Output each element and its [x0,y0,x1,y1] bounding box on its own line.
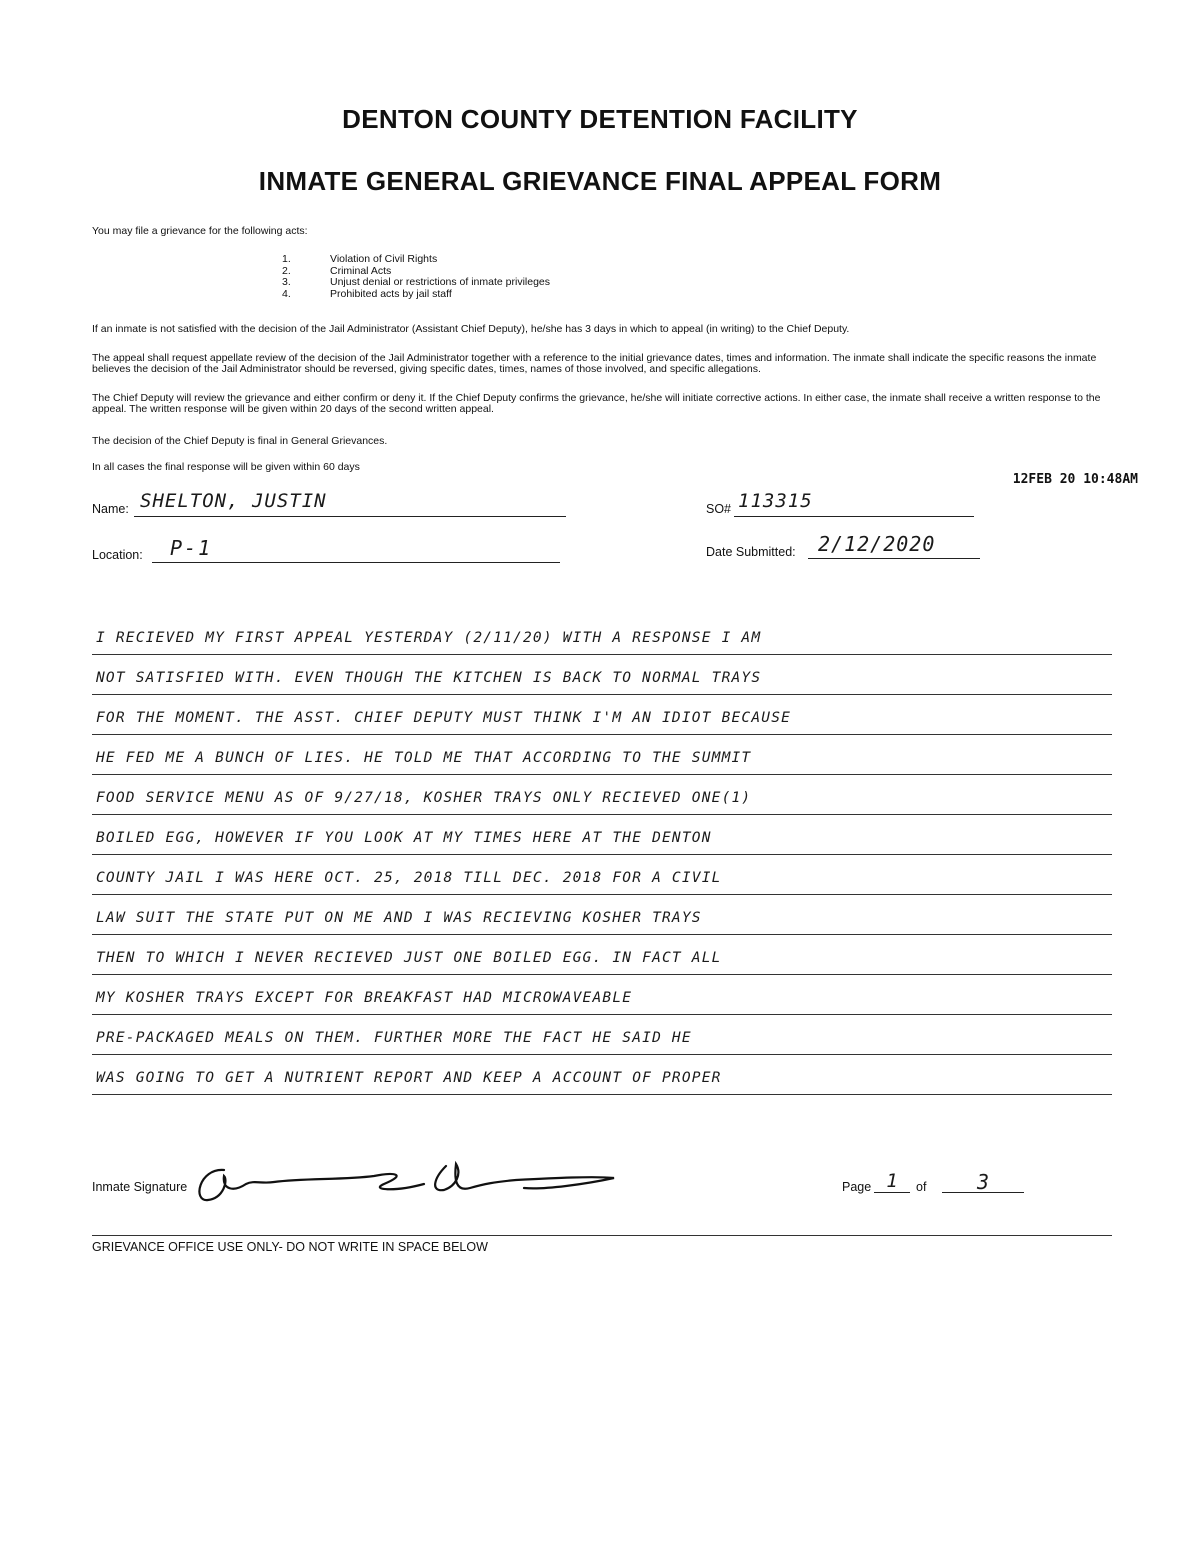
office-use-notice: GRIEVANCE OFFICE USE ONLY- DO NOT WRITE IN SPACE BELOW [92,1240,488,1254]
grievance-line: WAS GOING TO GET A NUTRIENT REPORT AND KEEP A ACCOUNT OF PROPER [92,1063,1112,1095]
instruction-paragraph: The Chief Deputy will review the grievance and either confirm or deny it. If the Chief Deputy confirms the grievance, he/she will initiate corrective actions. In either case, the inmate shall receive a written response to the appeal. The written response will be given within 20 days of the second written appeal. [92,392,1101,415]
grievance-line: THEN TO WHICH I NEVER RECIEVED JUST ONE BOILED EGG. IN FACT ALL [92,943,1112,975]
grievance-line: COUNTY JAIL I WAS HERE OCT. 25, 2018 TILL DEC. 2018 FOR A CIVIL [92,863,1112,895]
grievance-line: HE FED ME A BUNCH OF LIES. HE TOLD ME THAT ACCORDING TO THE SUMMIT [92,743,1112,775]
instruction-paragraph: The appeal shall request appellate review of the decision of the Jail Administrator together with a reference to the initial grievance dates, times and information. The inmate shall indicate the specific reasons the inmate believes the decision of the Jail Administrator should be reversed, giving specific dates, times, names of those involved, and specific allegations. [92,352,1097,375]
facility-title: DENTON COUNTY DETENTION FACILITY [342,104,858,134]
so-field[interactable] [734,490,974,517]
grievance-line: I RECIEVED MY FIRST APPEAL YESTERDAY (2/11/20) WITH A RESPONSE I AM [92,623,1112,655]
received-stamp: 12FEB 20 10:48AM [1012,472,1138,487]
grievance-line: LAW SUIT THE STATE PUT ON ME AND I WAS RECIEVING KOSHER TRAYS [92,903,1112,935]
handwritten-signature [194,1150,624,1208]
act-item: 2. Criminal Acts [282,264,392,277]
grievance-line: BOILED EGG, HOWEVER IF YOU LOOK AT MY TIMES HERE AT THE DENTON [92,823,1112,855]
so-value: 113315 [738,490,813,512]
instruction-paragraph: In all cases the final response will be given within 60 days [92,461,360,473]
name-label: Name: [92,502,129,516]
office-use-divider [92,1235,1112,1236]
grievance-line: NOT SATISFIED WITH. EVEN THOUGH THE KITCHEN IS BACK TO NORMAL TRAYS [92,663,1112,695]
grievance-line: MY KOSHER TRAYS EXCEPT FOR BREAKFAST HAD MICROWAVEABLE [92,983,1112,1015]
location-value: P-1 [170,536,213,560]
intro-text: You may file a grievance for the following acts: [92,225,308,237]
page-total: 3 [976,1170,990,1194]
date-label: Date Submitted: [706,545,796,559]
page-current: 1 [886,1170,898,1192]
page-current-field[interactable] [874,1170,910,1193]
grievance-line: PRE-PACKAGED MEALS ON THEM. FURTHER MORE THE FACT HE SAID HE [92,1023,1112,1055]
signature-label: Inmate Signature [92,1180,188,1194]
name-field[interactable] [134,490,566,517]
act-item: 3. Unjust denial or restrictions of inmate privileges [282,276,551,288]
page-total-field[interactable] [942,1170,1024,1193]
act-item: 1. Violation of Civil Rights [282,253,438,265]
instruction-paragraph: The decision of the Chief Deputy is final in General Grievances. [92,435,388,447]
page-label: Page [842,1180,872,1194]
acts-list [282,254,550,300]
form-title: INMATE GENERAL GRIEVANCE FINAL APPEAL FORM [258,166,942,196]
location-field[interactable] [152,536,560,563]
location-label: Location: [92,548,143,562]
grievance-line: FOOD SERVICE MENU AS OF 9/27/18, KOSHER TRAYS ONLY RECIEVED ONE(1) [92,783,1112,815]
signature-field[interactable] [194,1150,624,1208]
act-item: 4. Prohibited acts by jail staff [282,287,452,300]
date-value: 2/12/2020 [818,532,936,556]
grievance-line: FOR THE MOMENT. THE ASST. CHIEF DEPUTY MUST THINK I'M AN IDIOT BECAUSE [92,703,1112,735]
so-label: SO# [706,502,732,516]
date-field[interactable] [808,532,980,559]
page-of-label: of [916,1180,927,1194]
instruction-paragraph: If an inmate is not satisfied with the decision of the Jail Administrator (Assistant Chief Deputy), he/she has 3 days in which to appeal (in writing) to the Chief Deputy. [92,323,850,335]
name-value: SHELTON, JUSTIN [140,490,327,512]
